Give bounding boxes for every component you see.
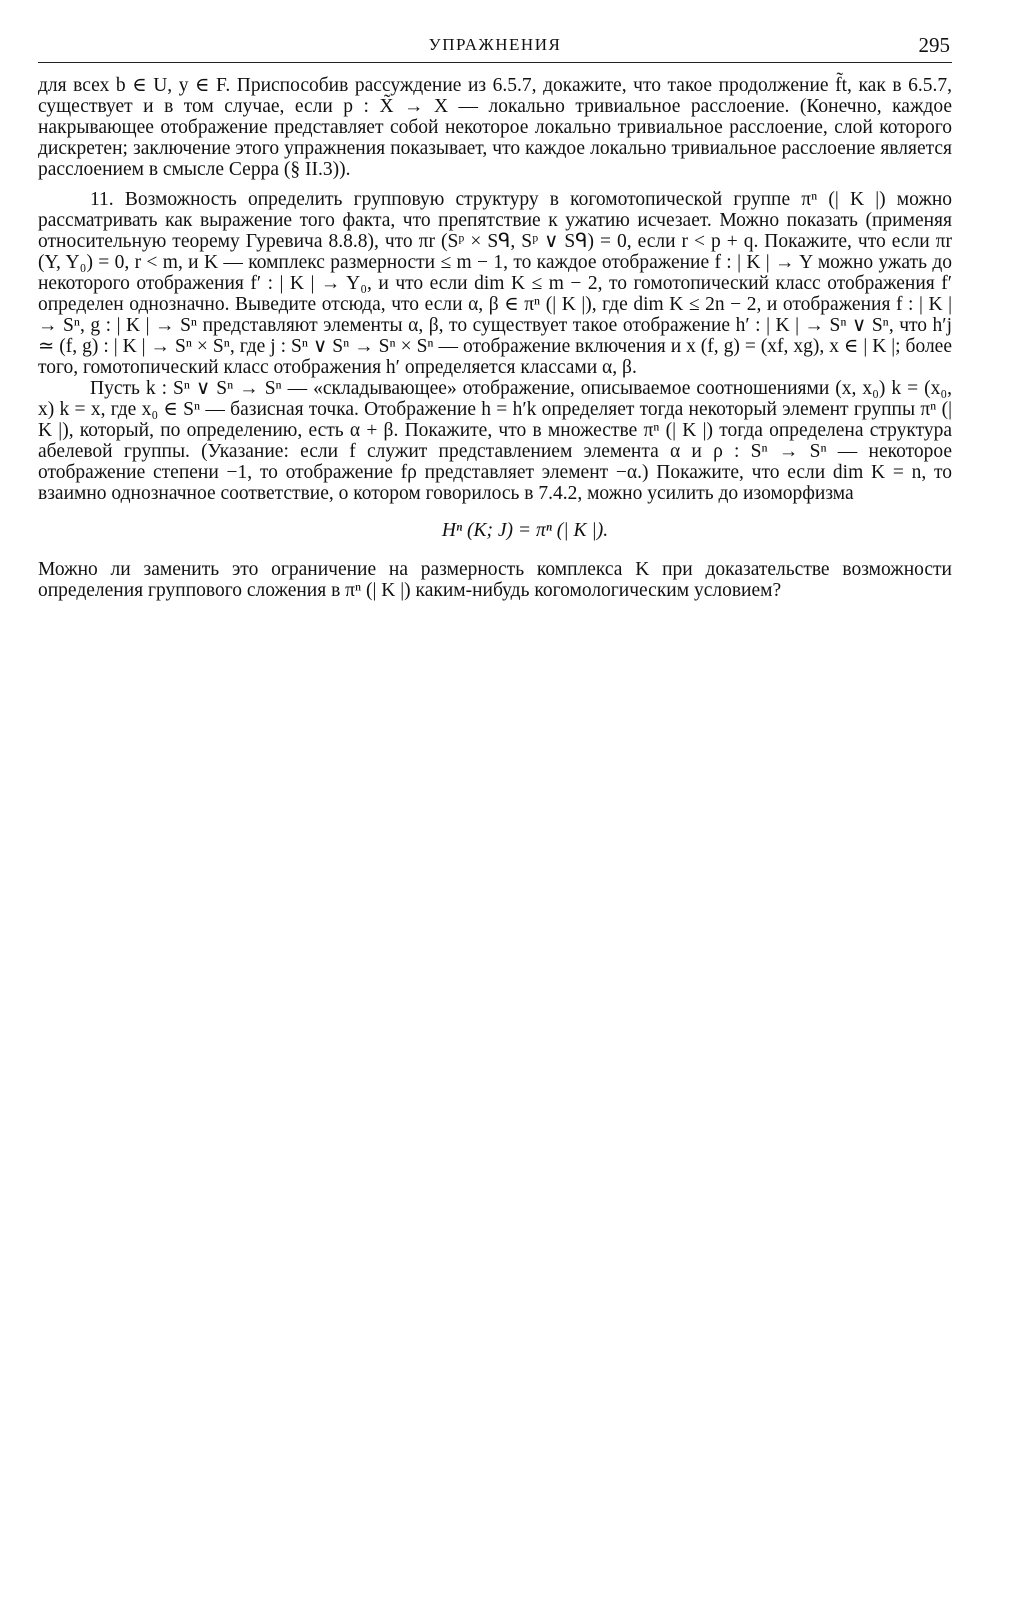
page-body: [38, 75, 952, 601]
paragraph-folding-map: Пусть k : Sⁿ ∨ Sⁿ → Sⁿ — «складывающее» отображение, описываемое соотношениями (x, x₀) k = (x₀, x) k = x, где x₀ ∈ Sⁿ — базисная точка. Отображение h = h′k определяет тогда некоторый элемент группы πⁿ (| K |), который, по определению, есть α + β. Покажите, что в множестве πⁿ (| K |) тогда определена структура абелевой группы. (Указание: если f служит представлением элемента α и ρ : Sⁿ → Sⁿ — некоторое отображение степени −1, то отображение fρ представляет элемент −α.) Покажите, что если dim K = n, то взаимно однозначное соответствие, о котором говорилось в 7.4.2, можно усилить до изоморфизма: [38, 378, 952, 504]
exercise-number: 11.: [90, 189, 114, 210]
page-number: 295: [918, 33, 950, 57]
page: [38, 32, 952, 601]
exercise-11-text: Возможность определить групповую структуру в когомотопической группе πⁿ (| K |) можно рассматривать как выражение того факта, что препятствие к ужатию исчезает. Можно показать (применяя относительную теорему Гуревича 8.8.8), что πr (Sᵖ × Sᑫ, Sᵖ ∨ Sᑫ) = 0, если r < p + q. Покажите, что если πr (Y, Y₀) = 0, r < m, и K — комплекс размерности ≤ m − 1, то каждое отображение f : | K | → Y можно ужать до некоторого отображения f′ : | K | → Y₀, и что если dim K ≤ m − 2, то гомотопический класс отображения f′ определен однозначно. Выведите отсюда, что если α, β ∈ πⁿ (| K |), где dim K ≤ 2n − 2, и отображения f : | K | → Sⁿ, g : | K | → Sⁿ представляют элементы α, β, то существует такое отображение h′ : | K | → Sⁿ ∨ Sⁿ, что h′j ≃ (f, g) : | K | → Sⁿ × Sⁿ, где j : Sⁿ ∨ Sⁿ → Sⁿ × Sⁿ — отображение включения и x (f, g) = (xf, xg), x ∈ | K |; более того, гомотопический класс отображения h′ определяется классами α, β.: [38, 189, 953, 378]
formula-isomorphism: Hⁿ (K; J) = πⁿ (| K |).: [441, 520, 609, 541]
paragraph-continuation: для всех b ∈ U, y ∈ F. Приспособив рассуждение из 6.5.7, докажите, что такое продолжение f̃t, как в 6.5.7, существует и в том случае, если p : X̃ → X — локально тривиальное расслоение. (Конечно, каждое накрывающее отображение представляет собой некоторое локально тривиальное расслоение, слой которого дискретен; заключение этого упражнения показывает, что каждое локально тривиальное расслоение является расслоением в смысле Серра (§ II.3)).: [38, 75, 952, 180]
exercise-11-paragraph: [38, 189, 952, 378]
page-header: [38, 32, 952, 63]
paragraph-question: Можно ли заменить это ограничение на размерность комплекса K при доказательстве возможности определения группового сложения в πⁿ (| K |) каким-нибудь когомологическим условием?: [38, 559, 952, 601]
running-head: УПРАЖНЕНИЯ: [428, 35, 562, 54]
